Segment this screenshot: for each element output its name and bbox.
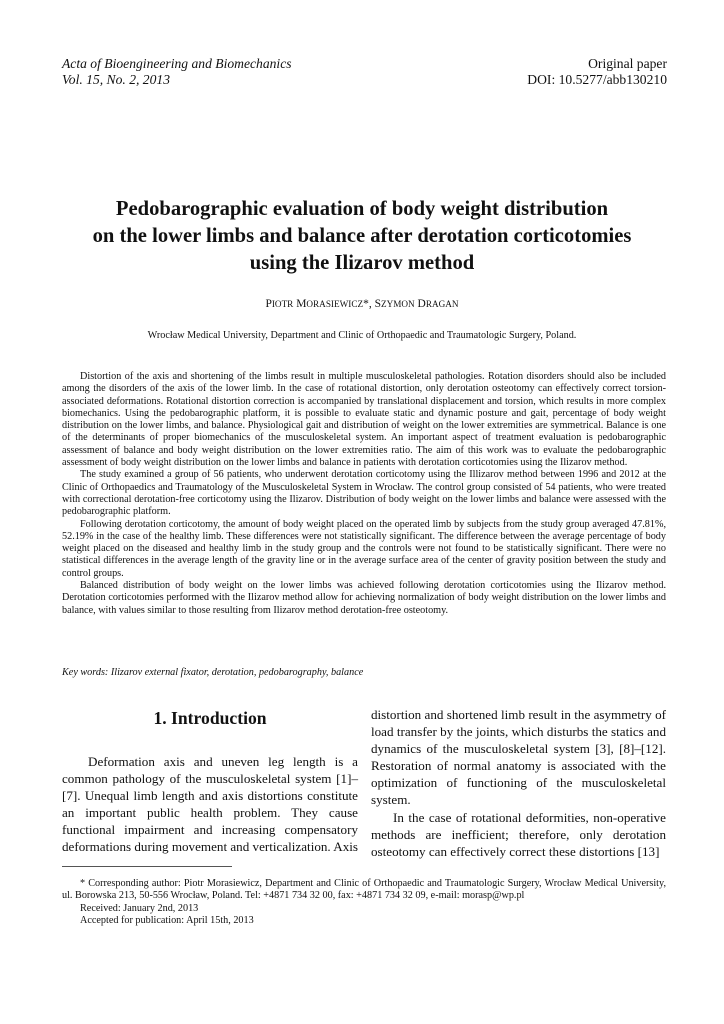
- abstract-paragraph: Following derotation corticotomy, the amount of body weight placed on the operated limb by subjects from the study group averaged 47.81%, 52.19% in the case of the healthy limb. These differences were not statistically significant. The difference between the average percentage of body weight placed on the diseased and healthy limb in the study group and the controls were not found to be statistically significant. There were no statistical differences in the average length of the gravity line or in the average surface area of the center of gravity position between the study and control groups.: [62, 518, 666, 579]
- journal-name: Acta of Bioengineering and Biomechanics: [62, 56, 292, 71]
- received-date: Received: January 2nd, 2013: [80, 902, 199, 914]
- body-paragraph: Deformation axis and uneven leg length is a common pathology of the musculoskeletal system [1]–[7]. Unequal limb length and axis distortions constitute an important public health problem. They cause functional impairment and increasing compensatory deformations during movement and verticalization. Axis: [62, 754, 358, 855]
- paper-meta: [527, 56, 667, 88]
- keywords-label: Key words: [62, 667, 105, 678]
- doi: DOI: 10.5277/abb130210: [527, 72, 667, 87]
- author-name-rest: RAGAN: [425, 299, 459, 309]
- body-paragraph: In the case of rotational deformities, non-operative methods are inefficient; therefore, only derotation osteotomy can effectively correct these distortions [13]: [371, 809, 666, 859]
- author-name-rest: ZYMON: [380, 299, 415, 309]
- left-column: [62, 704, 358, 856]
- author-initial: S: [374, 298, 381, 310]
- title-line: Pedobarographic evaluation of body weight distribution: [115, 198, 609, 220]
- abstract: [62, 371, 666, 617]
- author-initial: M: [296, 298, 307, 310]
- keywords-text: : Ilizarov external fixator, derotation, pedobarography, balance: [104, 667, 364, 678]
- corresponding-author: * Corresponding author: Piotr Morasiewicz, Department and Clinic of Orthopaedic and Traumatologic Surgery, Wrocław Medical University, ul. Borowska 213, 50-556 Wrocław, Poland. Tel: +4871 734 32 00, fax: +4871 734 32 09, e-mail: morasp@wp.pl: [62, 878, 666, 902]
- section-heading: 1. Introduction: [153, 708, 267, 728]
- author-initial: P: [265, 298, 272, 310]
- accepted-date: Accepted for publication: April 15th, 2013: [80, 914, 254, 926]
- author-name-rest: IOTR: [271, 299, 294, 309]
- journal-volume: Vol. 15, No. 2, 2013: [62, 72, 170, 87]
- abstract-paragraph: Distortion of the axis and shortening of the limbs result in multiple musculoskeletal pathologies. Rotation disorders should also be included among the disorders of the axis of the lower limb. In the case of rotational distortion, only derotation osteotomy can effectively correct torsion-associated deformations. Rotational distortion correction is accompanied by translational displacement and torsion, which results in more complex biomechanics. Using the pedobarographic platform, it is possible to evaluate static and dynamic posture and gait, percentage of body weight distribution on the lower limbs, and balance. Physiological gait and distribution of weight on the lower extremities are symmetrical. Balance is one of the determinants of proper biomechanics of the musculoskeletal system. An important aspect of treatment evaluation is pedobarographic assessment of balance and body weight distribution on the lower extremities ratio. The aim of this work was to evaluate the pedobarographic assessment of body weight distribution on the lower limbs and balance in patients with derotation corticotomies using the Ilizarov method.: [62, 371, 666, 469]
- footnote-divider: [62, 866, 232, 867]
- abstract-paragraph: The study examined a group of 56 patients, who underwent derotation corticotomy using the Illizarov method between 1996 and 2012 at the Clinic of Orthopaedics and Traumatology of the Musculoskeletal System in Wrocław. The control group consisted of 54 patients, who were treated with correctional derotation-free corticotomy using the Ilizarov. Distribution of body weight on the lower limbs and balance were assessed with the pedobarographic platform.: [62, 469, 666, 518]
- paper-type: Original paper: [588, 56, 667, 71]
- abstract-paragraph: Balanced distribution of body weight on the lower limbs was achieved following derotation corticotomies using the Ilizarov method. Derotation corticotomies performed with the Ilizarov method allow for achieving normalization of body weight distribution on the lower limbs and balance, with values similar to those resulting from Ilizarov method derotation-free osteotomy.: [62, 580, 666, 616]
- author-name-rest: ORASIEWICZ: [306, 299, 364, 309]
- title-line: on the lower limbs and balance after derotation corticotomies: [92, 225, 632, 247]
- corresponding-mark: *,: [363, 298, 375, 310]
- journal-header: [62, 56, 292, 88]
- body-paragraph: distortion and shortened limb result in the asymmetry of load transfer by the joints, which disturbs the statics and dynamics of the musculoskeletal system [3], [8]–[12]. Restoration of normal anatomy is associated with the optimization of functioning of the musculoskeletal system.: [371, 707, 666, 808]
- paper-title: [40, 196, 684, 277]
- keywords: [62, 667, 666, 678]
- right-column: [371, 706, 666, 860]
- footnote: [62, 878, 666, 927]
- affiliation: Wrocław Medical University, Department and Clinic of Orthopaedic and Traumatologic Surgery, Poland.: [147, 330, 577, 341]
- author-list: [0, 298, 724, 310]
- title-line: using the Ilizarov method: [249, 252, 475, 274]
- author-initial: D: [417, 298, 426, 310]
